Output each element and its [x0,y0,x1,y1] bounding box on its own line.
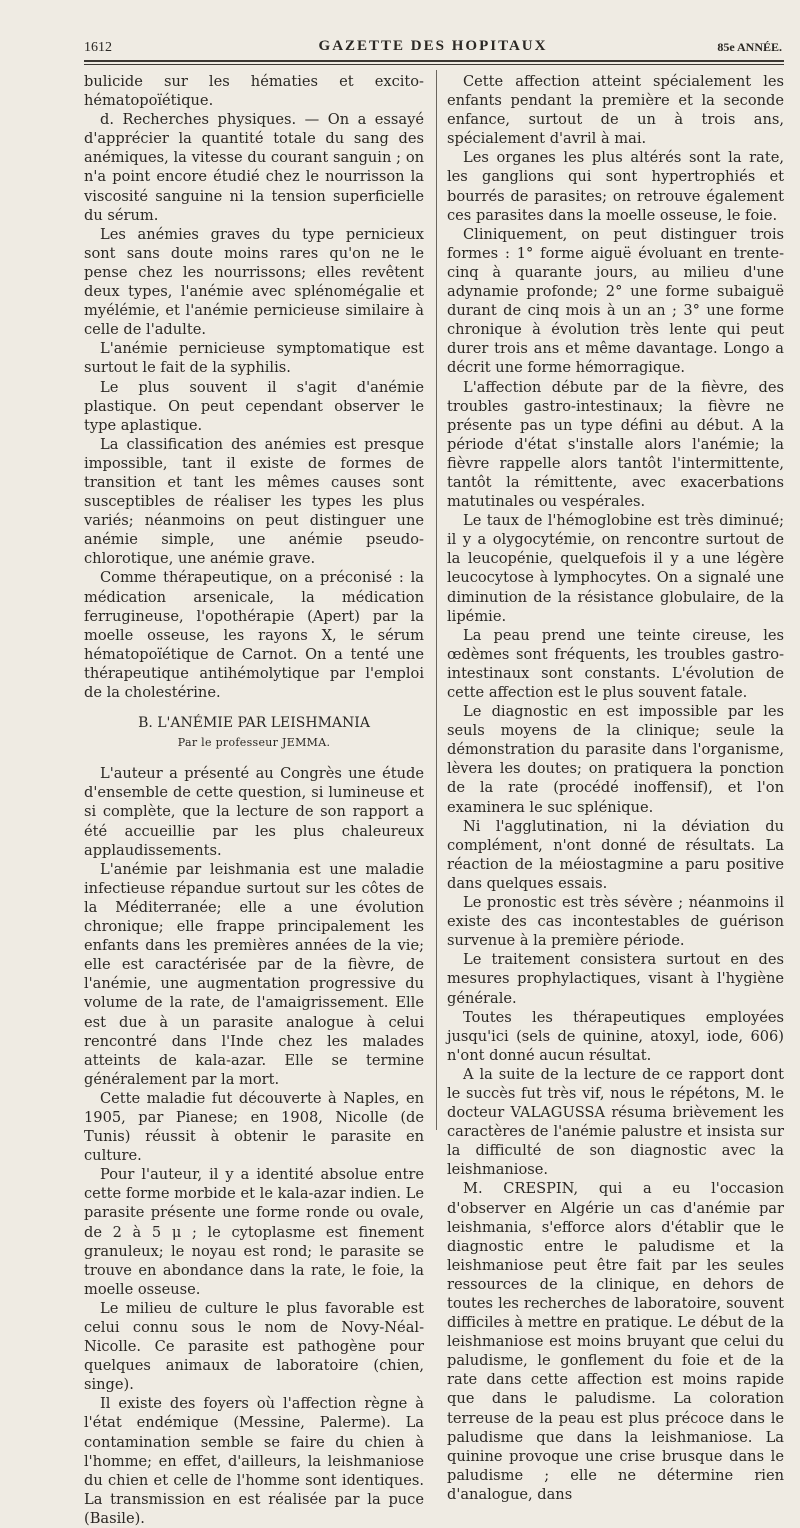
section-byline: Par le professeur JEMMA. [177,736,331,750]
paragraph: La peau prend une teinte cireuse, les œdèmes sont fréquents, les troubles gastro-intestinaux sont constants. L'évolution de cette affection est le plus souvent fatale. [447,626,784,701]
header-rule-thick [84,60,784,62]
left-column [84,72,424,1528]
paragraph: A la suite de la lecture de ce rapport dont le succès fut très vif, nous le répétons, M. le docteur VALAGUSSA résuma brièvement les caractères de l'anémie palustre et insista sur la difficulté de son diagnostic avec la leishmaniose. [447,1065,784,1179]
paragraph: Cette maladie fut découverte à Naples, en 1905, par Pianese; en 1908, Nicolle (de Tunis) réussit à obtenir le parasite en culture. [84,1089,424,1165]
paragraph: Cette affection atteint spécialement les enfants pendant la première et la seconde enfance, surtout de un à trois ans, spécialement d'avril à mai. [447,73,784,148]
paragraph: Les anémies graves du type pernicieux sont sans doute moins rares qu'on ne le pense chez les nourrissons; elles revêtent deux types, l'anémie avec splénomégalie et myélémie, et l'anémie pernicieuse similaire à celle de l'adulte. [84,225,424,339]
journal-title: GAZETTE DES HOPITAUX [318,38,548,54]
right-column [447,72,784,1504]
paragraph: Toutes les thérapeutiques employées jusqu'ici (sels de quinine, atoxyl, iode, 606) n'ont donné aucun résultat. [447,1008,784,1064]
page-number: 1612 [84,40,112,55]
paragraph: bulicide sur les hématies et excito-hématopoïétique. [84,73,424,110]
paragraph: L'affection débute par de la fièvre, des troubles gastro-intestinaux; la fièvre ne présente pas un type défini au début. A la période d'état s'installe alors l'anémie; la fièvre rappelle alors tantôt l'intermittente, tantôt la rémittente, avec exacerbations matutinales ou vespérales. [447,378,784,511]
paragraph: Il existe des foyers où l'affection règne à l'état endémique (Messine, Palerme). La contamination semble se faire du chien à l'homme; en effet, d'ailleurs, la leishmaniose du chien et celle de l'homme sont identiques. La transmission en est réalisée par la puce (Basile). [84,1395,424,1527]
column-divider [436,70,437,1130]
paragraph: Le plus souvent il s'agit d'anémie plastique. On peut cependant observer le type aplastique. [84,378,424,434]
header-rule-thin [84,64,784,65]
volume-year: 85e ANNÉE. [717,40,782,54]
running-header [84,36,782,58]
paragraph: Le taux de l'hémoglobine est très diminué; il y a olygocytémie, on rencontre surtout de la leucopénie, quelquefois il y a une légère leucocytose à lymphocytes. On a signalé une diminution de la résistance globulaire, de la lipémie. [447,512,784,625]
paragraph: L'anémie par leishmania est une maladie infectieuse répandue surtout sur les côtes de la Méditerranée; elle a une évolution chronique; elle frappe principalement les enfants dans les premières années de la vie; elle est caractérisée par de la fièvre, de l'anémie, une augmentation progressive du volume de la rate, de l'amaigrissement. Elle est due à un parasite analogue à celui rencontré dans l'Inde chez les malades atteints de kala-azar. Elle se termine généralement par la mort. [84,860,424,1088]
paragraph: M. CRESPIN, qui a eu l'occasion d'observer en Algérie un cas d'anémie par leishmania, s'efforce alors d'établir que le diagnostic entre le paludisme et la leishmaniose peut être fait par les seules ressources de la clinique, en dehors de toutes les recherches de laboratoire, souvent difficiles à mettre en pratique. Le début de la leishmaniose est moins bruyant que celui du paludisme, le gonflement du foie et de la rate dans cette affection est moins rapide que dans le paludisme. La coloration terreuse de la peau est plus précoce dans le paludisme que dans la leishmaniose. La quinine provoque une crise brusque dans le paludisme ; elle ne détermine rien d'analogue, dans [447,1180,784,1503]
paragraph: Comme thérapeutique, on a préconisé : la médication arsenicale, la médication ferrugineuse, l'opothérapie (Apert) par la moelle osseuse, les rayons X, le sérum hématopoïétique de Carnot. On a tenté une thérapeutique antihémolytique par l'emploi de la cholestérine. [84,569,424,701]
paragraph: Le diagnostic en est impossible par les seuls moyens de la clinique; seule la démonstration du parasite dans l'organisme, lèvera les doutes; on pratiquera la ponction de la rate (procédé inoffensif), et l'on examinera le suc splénique. [447,703,784,816]
paragraph: Les organes les plus altérés sont la rate, les ganglions qui sont hypertrophiés et bourrés de parasites; on retrouve également ces parasites dans la moelle osseuse, le foie. [447,149,784,224]
paragraph: Le milieu de culture le plus favorable est celui connu sous le nom de Novy-Néal-Nicolle. Ce parasite est pathogène pour quelques animaux de laboratoire (chien, singe). [84,1299,424,1394]
paragraph: Pour l'auteur, il y a identité absolue entre cette forme morbide et le kala-azar indien. Le parasite présente une forme ronde ou ovale, de 2 à 5 μ ; le cytoplasme est finement granuleux; le noyau est rond; le parasite se trouve en abondance dans la rate, le foie, la moelle osseuse. [84,1166,424,1298]
paragraph: La classification des anémies est presque impossible, tant il existe de formes de transition et tant les mêmes causes sont susceptibles de réaliser les types les plus variés; néanmoins on peut distinguer une anémie simple, une anémie pseudo-chlorotique, une anémie grave. [84,435,424,568]
paragraph: Le pronostic est très sévère ; néanmoins il existe des cas incontestables de guérison survenue à la première période. [447,894,784,950]
paragraph: L'anémie pernicieuse symptomatique est surtout le fait de la syphilis. [84,340,424,377]
paragraph: Le traitement consistera surtout en des mesures prophylactiques, visant à l'hygiène générale. [447,951,784,1007]
paragraph: d. Recherches physiques. — On a essayé d'apprécier la quantité totale du sang des anémiques, la vitesse du courant sanguin ; on n'a point encore étudié chez le nourrisson la viscosité sanguine ni la tension superficielle du sérum. [84,111,424,224]
section-heading: B. L'ANÉMIE PAR LEISHMANIA [138,715,370,732]
paragraph: Ni l'agglutination, ni la déviation du complément, n'ont donné de résultats. La réaction de la méiostagmine a paru positive dans quelques essais. [447,817,784,892]
paragraph: L'auteur a présenté au Congrès une étude d'ensemble de cette question, si lumineuse et si complète, que la lecture de son rapport a été accueillie par les plus chaleureux applaudissements. [84,765,424,859]
paragraph: Cliniquement, on peut distinguer trois formes : 1° forme aiguë évoluant en trente-cinq à quarante jours, au milieu d'une adynamie profonde; 2° une forme subaiguë durant de cinq mois à un an ; 3° une forme chronique à évolution très lente qui peut durer trois ans et même davantage. Longo a décrit une forme hémorragique. [447,225,784,377]
